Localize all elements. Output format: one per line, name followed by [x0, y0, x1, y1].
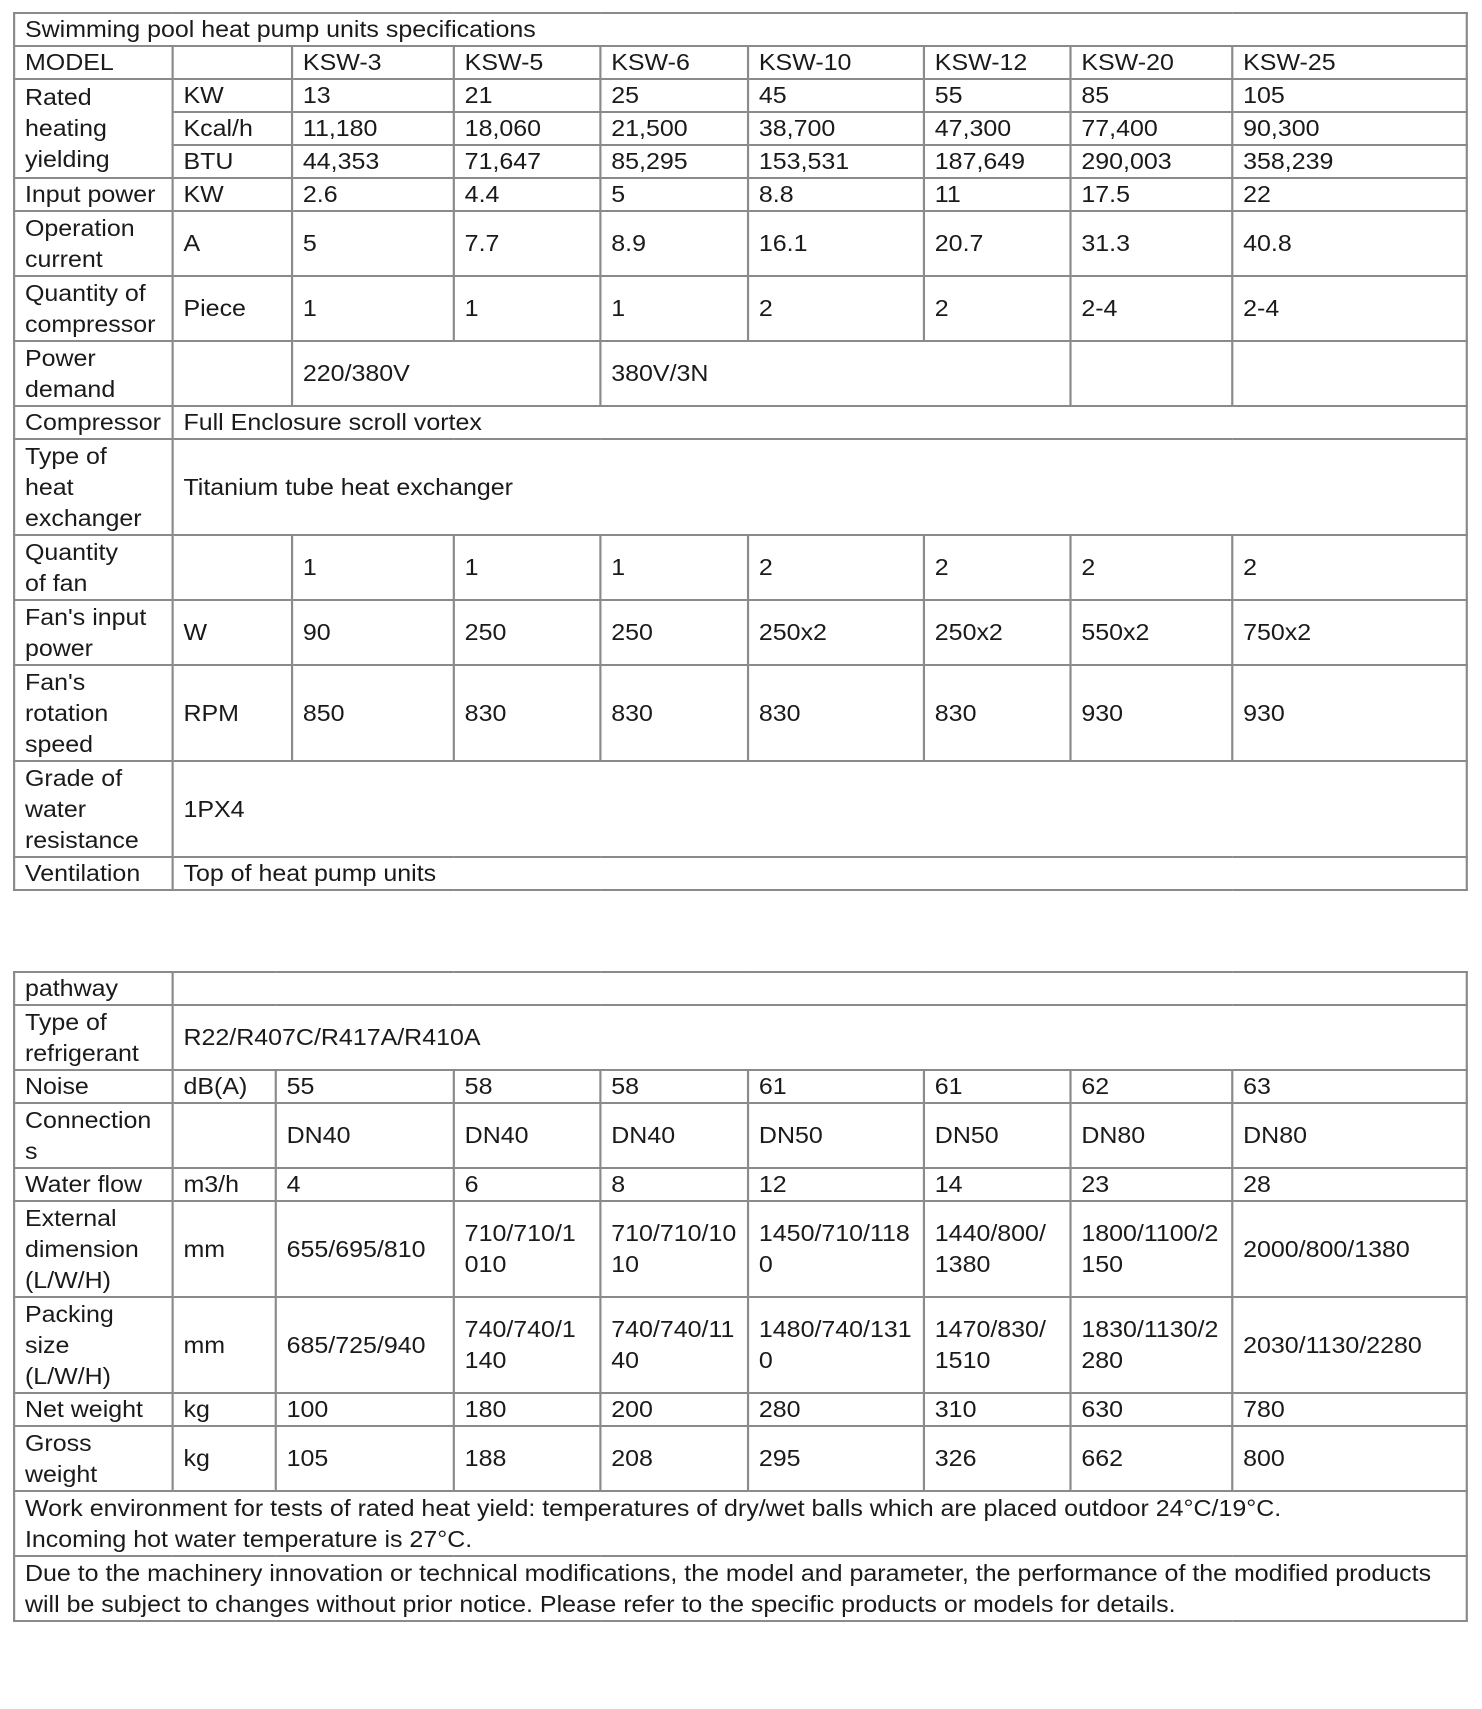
- table-row-connections: Connection s DN40 DN40 DN40 DN50 DN50 DN80 DN80: [14, 1103, 1467, 1168]
- table-row-rated-kw: Rated heating yielding KW 13 21 25 45 55 85 105: [14, 79, 1467, 112]
- table-row-refrigerant: Type of refrigerant R22/R407C/R417A/R410A: [14, 1005, 1467, 1070]
- model-header: KSW-6: [600, 46, 748, 79]
- table-row-note-test-environment: Work environment for tests of rated heat yield: temperatures of dry/wet balls which are placed outdoor 24°C/19°C. Incoming hot water temperature is 27°C.: [14, 1491, 1467, 1556]
- model-label: MODEL: [14, 46, 173, 79]
- table-row-packing-size: Packing size (L/W/H) mm 685/725/940 740/740/1 140 740/740/11 40 1480/740/131 0 1470/830/ 1510 1830/1130/2 280 2030/1130/2280: [14, 1297, 1467, 1393]
- spec-table-2: [13, 971, 1468, 1622]
- table-title: Swimming pool heat pump units specifications: [14, 13, 1467, 46]
- model-header: KSW-5: [454, 46, 601, 79]
- table-row-model: [14, 46, 1467, 79]
- table-row-rated-kcal: Kcal/h 11,180 18,060 21,500 38,700 47,300 77,400 90,300: [14, 112, 1467, 145]
- table-row-water-flow: Water flow m3/h 4 6 8 12 14 23 28: [14, 1168, 1467, 1201]
- spec-table-1: [13, 12, 1468, 891]
- model-header: KSW-25: [1232, 46, 1467, 79]
- table-row-input-power: Input power KW 2.6 4.4 5 8.8 11 17.5 22: [14, 178, 1467, 211]
- table-row-fan-qty: Quantity of fan 1 1 1 2 2 2 2: [14, 535, 1467, 600]
- model-header: KSW-10: [748, 46, 924, 79]
- rated-heating-label: Rated heating yielding: [14, 79, 173, 178]
- table-row-fan-speed: Fan's rotation speed RPM 850 830 830 830 830 930 930: [14, 665, 1467, 761]
- table-row-note-disclaimer: Due to the machinery innovation or technical modifications, the model and parameter, the performance of the modified products will be subject to changes without prior notice. Please refer to the specific products or models for details.: [14, 1556, 1467, 1621]
- table-row-heat-exchanger: Type of heat exchanger Titanium tube heat exchanger: [14, 439, 1467, 535]
- table-row-gross-weight: Gross weight kg 105 188 208 295 326 662 800: [14, 1426, 1467, 1491]
- table-row-noise: Noise dB(A) 55 58 58 61 61 62 63: [14, 1070, 1467, 1103]
- table-row-water-resistance: Grade of water resistance 1PX4: [14, 761, 1467, 857]
- table-row-operation-current: Operation current A 5 7.7 8.9 16.1 20.7 31.3 40.8: [14, 211, 1467, 276]
- table-row-pathway: pathway: [14, 972, 1467, 1005]
- table-row-power-demand: Power demand 220/380V 380V/3N: [14, 341, 1467, 406]
- table-row-rated-btu: BTU 44,353 71,647 85,295 153,531 187,649 290,003 358,239: [14, 145, 1467, 178]
- table-row-ventilation: Ventilation Top of heat pump units: [14, 857, 1467, 890]
- model-header: KSW-3: [292, 46, 454, 79]
- table-row-fan-power: Fan's input power W 90 250 250 250x2 250x2 550x2 750x2: [14, 600, 1467, 665]
- table-row-net-weight: Net weight kg 100 180 200 280 310 630 780: [14, 1393, 1467, 1426]
- model-header: KSW-12: [924, 46, 1071, 79]
- table-row-compressor-qty: Quantity of compressor Piece 1 1 1 2 2 2-4 2-4: [14, 276, 1467, 341]
- table-row-compressor: Compressor Full Enclosure scroll vortex: [14, 406, 1467, 439]
- table-row-external-dimension: External dimension (L/W/H) mm 655/695/810 710/710/1 010 710/710/10 10 1450/710/118 0 1440/800/ 1380 1800/1100/2 150 2000/800/1380: [14, 1201, 1467, 1297]
- model-header: KSW-20: [1071, 46, 1233, 79]
